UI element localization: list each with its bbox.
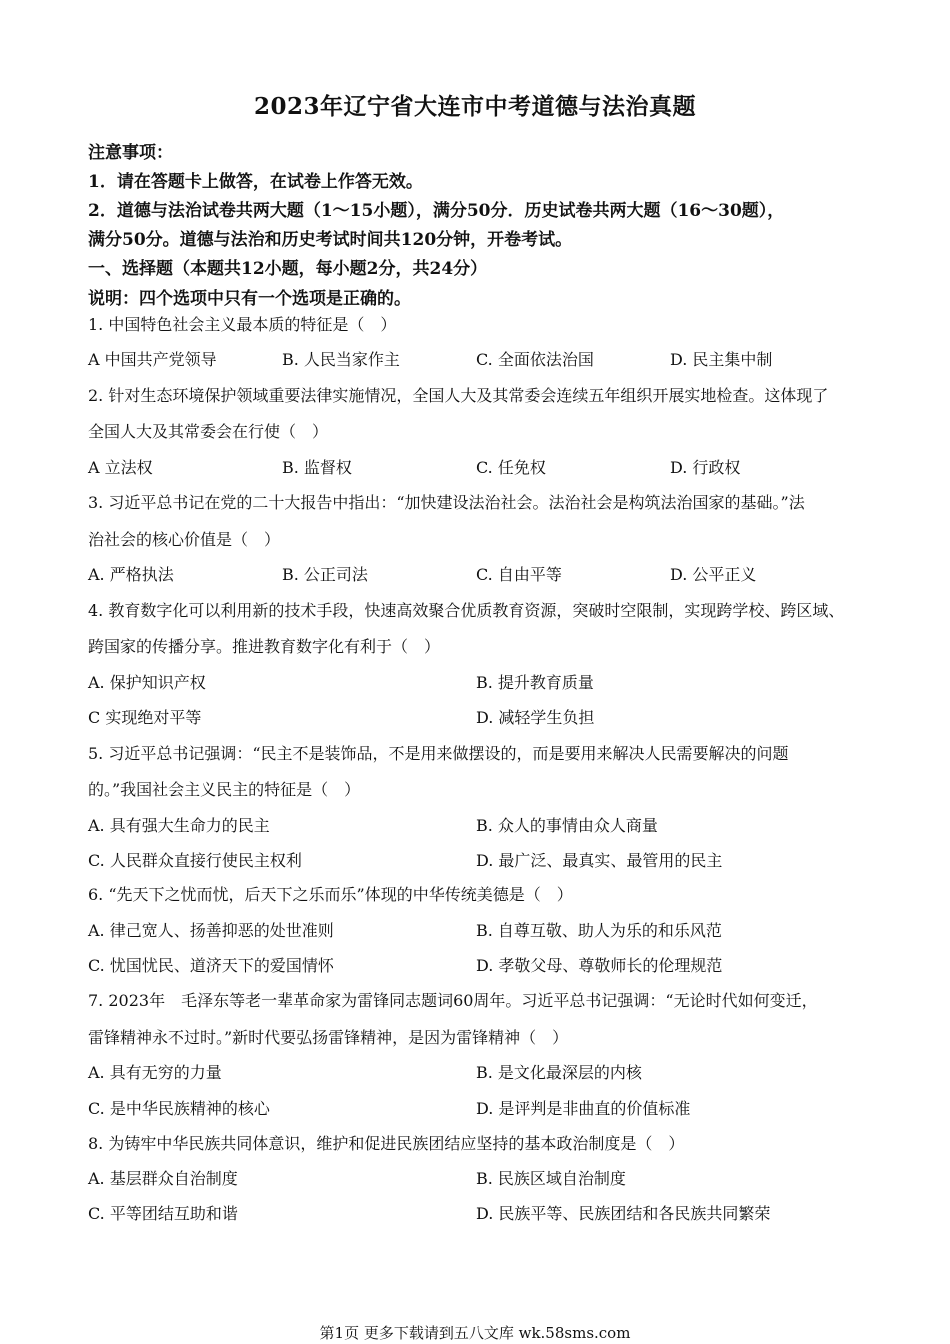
question-5-option-c: C. 人民群众直接行使民主权利 bbox=[88, 851, 302, 870]
question-4-option-b: B. 提升教育质量 bbox=[476, 673, 594, 692]
question-6-option-a: A. 律己宽人、扬善抑恶的处世准则 bbox=[88, 921, 334, 940]
question-2-stem: 2. 针对生态环境保护领域重要法律实施情况，全国人大及其常委会连续五年组织开展实地检查。这体现了 bbox=[88, 386, 829, 405]
question-5-option-d: D. 最广泛、最真实、最管用的民主 bbox=[476, 851, 723, 870]
question-3-option-a: A. 严格执法 bbox=[88, 565, 174, 584]
question-7-option-a: A. 具有无穷的力量 bbox=[88, 1063, 222, 1082]
question-1-stem: 1. 中国特色社会主义最本质的特征是（ ） bbox=[88, 315, 397, 334]
question-2-stem-cont: 全国人大及其常委会在行使（ ） bbox=[88, 422, 329, 441]
question-8-stem: 8. 为铸牢中华民族共同体意识，维护和促进民族团结应坚持的基本政治制度是（ ） bbox=[88, 1134, 685, 1153]
question-4-option-a: A. 保护知识产权 bbox=[88, 673, 206, 692]
question-4-option-c: C 实现绝对平等 bbox=[88, 708, 202, 727]
section-heading: 一、选择题（本题共12小题，每小题2分，共24分） bbox=[88, 259, 488, 279]
section-note: 说明：四个选项中只有一个选项是正确的。 bbox=[88, 289, 411, 309]
question-2-option-b: B. 监督权 bbox=[282, 458, 352, 477]
question-4-stem-cont: 跨国家的传播分享。推进教育数字化有利于（ ） bbox=[88, 637, 441, 656]
page-footer: 第1页 更多下载请到五八文库 wk.58sms.com bbox=[319, 1324, 631, 1342]
question-1-option-c: C. 全面依法治国 bbox=[476, 350, 594, 369]
notice-heading: 注意事项： bbox=[88, 143, 173, 163]
question-8-option-d: D. 民族平等、民族团结和各民族共同繁荣 bbox=[476, 1204, 771, 1223]
question-5-option-b: B. 众人的事情由众人商量 bbox=[476, 816, 658, 835]
question-5-stem-cont: 的。”我国社会主义民主的特征是（ ） bbox=[88, 780, 361, 799]
question-3-option-b: B. 公正司法 bbox=[282, 565, 368, 584]
question-7-option-b: B. 是文化最深层的内核 bbox=[476, 1063, 642, 1082]
question-3-stem-cont: 治社会的核心价值是（ ） bbox=[88, 530, 281, 549]
question-8-option-c: C. 平等团结互助和谐 bbox=[88, 1204, 238, 1223]
notice-item-2-cont: 满分50分。道德与法治和历史考试时间共120分钟，开卷考试。 bbox=[88, 230, 573, 250]
notice-item-1: 1．请在答题卡上做答，在试卷上作答无效。 bbox=[88, 172, 423, 192]
question-7-stem: 7. 2023年 毛泽东等老一辈革命家为雷锋同志题词60周年。习近平总书记强调：“无论时代如何变迁， bbox=[88, 991, 818, 1010]
question-6-option-d: D. 孝敬父母、尊敬师长的伦理规范 bbox=[476, 956, 723, 975]
question-4-option-d: D. 减轻学生负担 bbox=[476, 708, 595, 727]
question-7-stem-cont: 雷锋精神永不过时。”新时代要弘扬雷锋精神，是因为雷锋精神（ ） bbox=[88, 1028, 569, 1047]
notice-item-2: 2．道德与法治试卷共两大题（1～15小题），满分50分．历史试卷共两大题（16～30题）， bbox=[88, 201, 785, 221]
question-1-option-b: B. 人民当家作主 bbox=[282, 350, 400, 369]
question-5-option-a: A. 具有强大生命力的民主 bbox=[88, 816, 270, 835]
question-2-option-d: D. 行政权 bbox=[670, 458, 741, 477]
question-2-option-c: C. 任免权 bbox=[476, 458, 546, 477]
question-6-stem: 6. “先天下之忧而忧，后天下之乐而乐”体现的中华传统美德是（ ） bbox=[88, 885, 573, 904]
question-8-option-b: B. 民族区域自治制度 bbox=[476, 1169, 626, 1188]
question-6-option-b: B. 自尊互敬、助人为乐的和乐风范 bbox=[476, 921, 722, 940]
question-1-option-a: A 中国共产党领导 bbox=[88, 350, 217, 369]
question-7-option-d: D. 是评判是非曲直的价值标准 bbox=[476, 1099, 691, 1118]
question-5-stem: 5. 习近平总书记强调：“民主不是装饰品，不是用来做摆设的，而是要用来解决人民需要解决的问题 bbox=[88, 744, 789, 763]
question-6-option-c: C. 忧国忧民、道济天下的爱国情怀 bbox=[88, 956, 334, 975]
question-1-option-d: D. 民主集中制 bbox=[670, 350, 773, 369]
question-3-option-d: D. 公平正义 bbox=[670, 565, 757, 584]
page-title: 2023年辽宁省大连市中考道德与法治真题 bbox=[253, 93, 696, 120]
question-8-option-a: A. 基层群众自治制度 bbox=[88, 1169, 238, 1188]
question-7-option-c: C. 是中华民族精神的核心 bbox=[88, 1099, 270, 1118]
question-4-stem: 4. 教育数字化可以利用新的技术手段，快速高效聚合优质教育资源，突破时空限制，实现跨学校、跨区域、 bbox=[88, 601, 845, 620]
question-3-stem: 3. 习近平总书记在党的二十大报告中指出：“加快建设法治社会。法治社会是构筑法治国家的基础。”法 bbox=[88, 493, 805, 512]
question-2-option-a: A 立法权 bbox=[88, 458, 153, 477]
question-3-option-c: C. 自由平等 bbox=[476, 565, 562, 584]
